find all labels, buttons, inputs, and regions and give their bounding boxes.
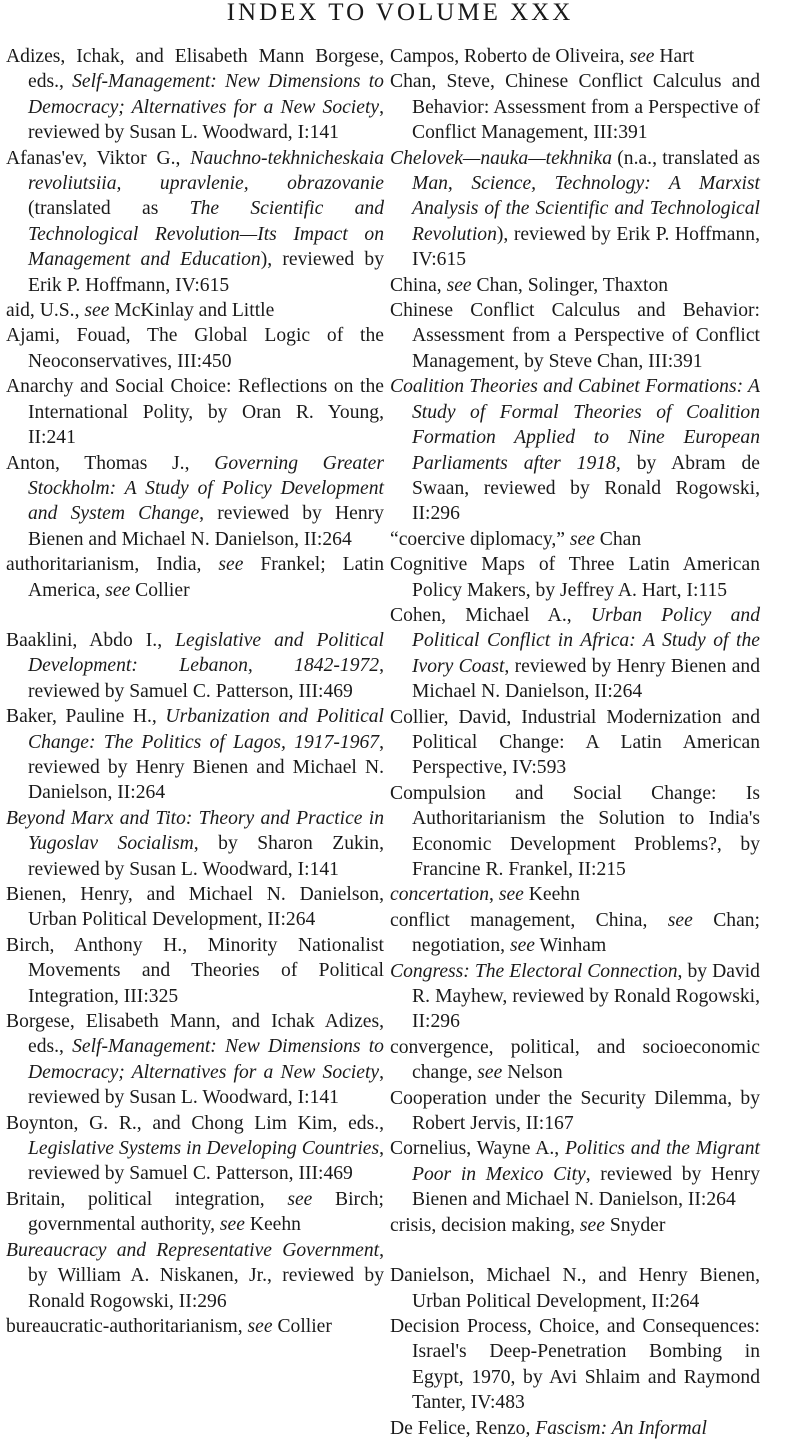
index-entry xyxy=(390,882,760,907)
entry-text: Hart xyxy=(654,46,695,67)
index-entry xyxy=(6,882,384,933)
index-entry xyxy=(6,374,384,450)
index-entry xyxy=(6,806,384,882)
entry-text: conflict management, China, xyxy=(390,909,668,931)
entry-text: Collier xyxy=(272,1315,332,1337)
entry-text: De Felice, Renzo, xyxy=(390,1417,536,1439)
italic-text: Urbanization and Political Change: The Politics of Lagos, 1917-1967 xyxy=(28,706,385,753)
entry-text: , reviewed by Henry Bienen and Michael N. Danielson, II:264 xyxy=(28,731,384,804)
italic-text: Coalition Theories and Cabinet Formations: A Study of Formal Theories of Coalition Formation Applied to Nine European Parliaments after 1918 xyxy=(390,376,760,474)
italic-text: see xyxy=(477,1062,503,1084)
italic-text: see xyxy=(667,909,693,931)
index-entry xyxy=(6,1009,384,1111)
entry-text: Chan, Solinger, Thaxton xyxy=(471,274,669,296)
entry-text: Anton, Thomas J., xyxy=(6,452,215,474)
entry-text: ), reviewed by Erik P. Hoffmann, IV:615 xyxy=(28,249,384,296)
index-entry xyxy=(390,603,760,705)
index-entry xyxy=(390,1416,760,1441)
entry-text: Snyder xyxy=(604,1214,666,1236)
italic-text: see xyxy=(569,528,595,550)
entry-text: Cooperation under the Security Dilemma, by Robert Jervis, II:167 xyxy=(390,1087,760,1135)
index-entry xyxy=(390,298,760,374)
italic-text: see xyxy=(84,300,110,322)
index-entry xyxy=(390,552,760,603)
index-entry xyxy=(390,273,760,298)
entry-text: Afanas'ev, Viktor G., xyxy=(6,147,191,169)
entry-text: authoritarianism, India, xyxy=(6,554,219,576)
italic-text: Legislative and Political Development: Lebanon, 1842-1972 xyxy=(28,629,384,677)
entry-text: Birch, Anthony H., Minority Nationalist Movements and Theories of Political Integration, III:325 xyxy=(6,934,384,1007)
index-entry xyxy=(6,323,384,374)
entry-text: Birch; governmental authority, xyxy=(28,1188,385,1236)
entry-text: Chinese Conflict Calculus and Behavior: Assessment from a Perspective of Conflict Management, by Steve Chan, III:391 xyxy=(390,300,760,372)
entry-text: Chan, Steve, Chinese Conflict Calculus and Behavior: Assessment from a Perspective of Conflict Management, III:391 xyxy=(390,71,760,144)
italic-text: Self-Management: New Dimensions to Democracy; Alternatives for a New Society xyxy=(28,71,384,118)
entry-text: Compulsion and Social Change: Is Authoritarianism the Solution to India's Economic Development Problems?, by Francine R. Frankel, II:215 xyxy=(390,782,760,880)
entry-text: Keehn xyxy=(523,884,580,906)
index-entry xyxy=(390,69,760,145)
italic-text: see xyxy=(629,46,655,67)
entry-text: Nelson xyxy=(502,1062,563,1084)
index-column-left xyxy=(6,44,384,1339)
entry-text: (translated as xyxy=(28,198,190,220)
index-entry xyxy=(390,959,760,1035)
entry-text: , reviewed by Samuel C. Patterson, III:469 xyxy=(28,1138,384,1185)
entry-text: , by David R. Mayhew, reviewed by Ronald Rogowski, II:296 xyxy=(412,960,760,1033)
entry-text: crisis, decision making, xyxy=(390,1214,580,1236)
italic-text: Self-Management: New Dimensions to Democracy; Alternatives for a New Society xyxy=(28,1036,384,1083)
entry-text: Adizes, Ichak, and Elisabeth Mann Borgese, eds., xyxy=(6,46,384,93)
index-entry xyxy=(390,781,760,883)
index-entry xyxy=(390,374,760,526)
italic-text: Urban Policy and Political Conflict in Africa: A Study of the Ivory Coast xyxy=(412,604,761,677)
index-entry xyxy=(6,1238,384,1314)
entry-text: , by Abram de Swaan, reviewed by Ronald Rogowski, II:296 xyxy=(412,452,760,525)
index-entry xyxy=(6,44,384,146)
entry-text: , reviewed by Susan L. Woodward, I:141 xyxy=(28,1061,384,1109)
entry-text: Keehn xyxy=(244,1214,301,1236)
index-entry xyxy=(390,1086,760,1137)
index-entry xyxy=(390,1136,760,1212)
entry-text: , reviewed by Susan L. Woodward, I:141 xyxy=(28,96,384,144)
entry-text: , reviewed by Henry Bienen and Michael N. Danielson, II:264 xyxy=(412,1163,760,1211)
entry-text: Bienen, Henry, and Michael N. Danielson, Urban Political Development, II:264 xyxy=(6,884,384,931)
entry-text: aid, U.S., xyxy=(6,300,85,322)
index-entry xyxy=(6,704,384,806)
italic-text: Fascism: An Informal xyxy=(535,1417,707,1439)
italic-text: see xyxy=(105,579,131,601)
index-entry xyxy=(6,451,384,553)
page-title: INDEX TO VOLUME XXX xyxy=(226,0,574,26)
italic-text: see xyxy=(287,1188,313,1210)
entry-text: Cornelius, Wayne A., xyxy=(390,1138,566,1160)
entry-text: McKinlay and Little xyxy=(109,300,275,322)
entry-text: Cohen, Michael A., xyxy=(390,604,591,626)
entry-text: , reviewed by Henry Bienen and Michael N. Danielson, II:264 xyxy=(412,655,760,703)
entry-text: Winham xyxy=(534,935,607,957)
italic-text: see xyxy=(446,274,472,296)
entry-text: bureaucratic-authoritarianism, xyxy=(6,1315,248,1337)
entry-text: Danielson, Michael N., and Henry Bienen, Urban Political Development, II:264 xyxy=(390,1265,760,1312)
italic-text: see xyxy=(498,884,524,906)
italic-text: Beyond Marx and Tito: Theory and Practice in Yugoslav Socialism xyxy=(6,807,384,855)
entry-text: Anarchy and Social Choice: Reflections on the International Polity, by Oran R. Young, II:241 xyxy=(6,376,384,449)
italic-text: Congress: The Electoral Connection xyxy=(390,960,678,982)
entry-text: Ajami, Fouad, The Global Logic of the Neoconservatives, III:450 xyxy=(6,325,384,372)
index-entry xyxy=(6,1111,384,1187)
entry-text: Cognitive Maps of Three Latin American Policy Makers, by Jeffrey A. Hart, I:115 xyxy=(390,554,760,601)
entry-text: Britain, political integration, xyxy=(6,1188,288,1210)
italic-text: concertation xyxy=(390,884,490,906)
entry-text: Baker, Pauline H., xyxy=(6,706,166,728)
entry-text: (n.a., translated as xyxy=(612,147,760,169)
entry-text: Decision Process, Choice, and Consequences: Israel's Deep-Penetration Bombing in Egypt, 1970, by Avi Shlaim and Raymond Tanter, IV:483 xyxy=(390,1315,760,1414)
entry-text: Baaklini, Abdo I., xyxy=(6,629,176,651)
index-entry xyxy=(390,146,760,273)
entry-text: , by William A. Niskanen, Jr., reviewed by Ronald Rogowski, II:296 xyxy=(28,1239,384,1312)
index-entry xyxy=(6,146,384,298)
italic-text: Man, Science, Technology: A Marxist Analysis of the Scientific and Technological Revolution xyxy=(412,173,760,245)
index-entry xyxy=(6,628,384,704)
entry-text: Campos, Roberto de Oliveira, xyxy=(390,46,630,67)
entry-text: , reviewed by Henry Bienen and Michael N. Danielson, II:264 xyxy=(28,503,384,550)
index-entry xyxy=(390,1035,760,1086)
index-entry xyxy=(390,705,760,781)
italic-text: see xyxy=(579,1214,605,1236)
entry-text: Chan xyxy=(594,528,642,550)
italic-text: see xyxy=(247,1315,273,1337)
italic-text: Legislative Systems in Developing Countries xyxy=(28,1138,380,1160)
entry-text: , xyxy=(489,884,499,906)
index-entry xyxy=(390,1263,760,1314)
index-entry xyxy=(6,1187,384,1238)
entry-text: , by Sharon Zukin, reviewed by Susan L. Woodward, I:141 xyxy=(28,833,384,880)
entry-text: China, xyxy=(390,274,447,296)
entry-text: Borgese, Elisabeth Mann, and Ichak Adizes, eds., xyxy=(6,1011,384,1058)
italic-text: Politics and the Migrant Poor in Mexico City xyxy=(412,1138,760,1185)
entry-text: ), reviewed by Erik P. Hoffmann, IV:615 xyxy=(412,223,760,271)
index-entry xyxy=(390,1213,760,1238)
italic-text: see xyxy=(218,554,244,576)
italic-text: Governing Greater Stockholm: A Study of Policy Development and System Change xyxy=(28,452,384,525)
entry-text: Collier xyxy=(130,579,190,601)
index-entry xyxy=(6,552,384,603)
index-entry xyxy=(390,908,760,959)
entry-text: Boynton, G. R., and Chong Lim Kim, eds., xyxy=(6,1112,384,1134)
index-entry xyxy=(6,298,384,323)
italic-text: Bureaucracy and Representative Government xyxy=(6,1239,380,1261)
italic-text: see xyxy=(509,935,535,957)
entry-text: “coercive diplomacy,” xyxy=(390,528,570,550)
index-entry xyxy=(6,933,384,1009)
entry-text: Frankel; Latin America, xyxy=(28,554,384,601)
entry-text: , reviewed by Samuel C. Patterson, III:469 xyxy=(28,655,384,702)
italic-text: see xyxy=(219,1214,245,1236)
italic-text: Chelovek—nauka—tekhnika xyxy=(390,147,612,169)
italic-text: Nauchno-tekhnicheskaia revoliutsiia, upravlenie, obrazovanie xyxy=(28,147,384,195)
italic-text: The Scientific and Technological Revolution—Its Impact on Management and Education xyxy=(28,198,385,271)
index-entry xyxy=(390,527,760,552)
index-entry xyxy=(6,1314,384,1339)
entry-text: Collier, David, Industrial Modernization and Political Change: A Latin American Perspective, IV:593 xyxy=(390,706,760,779)
entry-text: convergence, political, and socioeconomic change, xyxy=(390,1036,760,1084)
index-column-right xyxy=(390,44,760,1441)
index-entry xyxy=(390,44,760,69)
entry-text: Chan; negotiation, xyxy=(412,909,761,957)
index-entry xyxy=(390,1314,760,1416)
